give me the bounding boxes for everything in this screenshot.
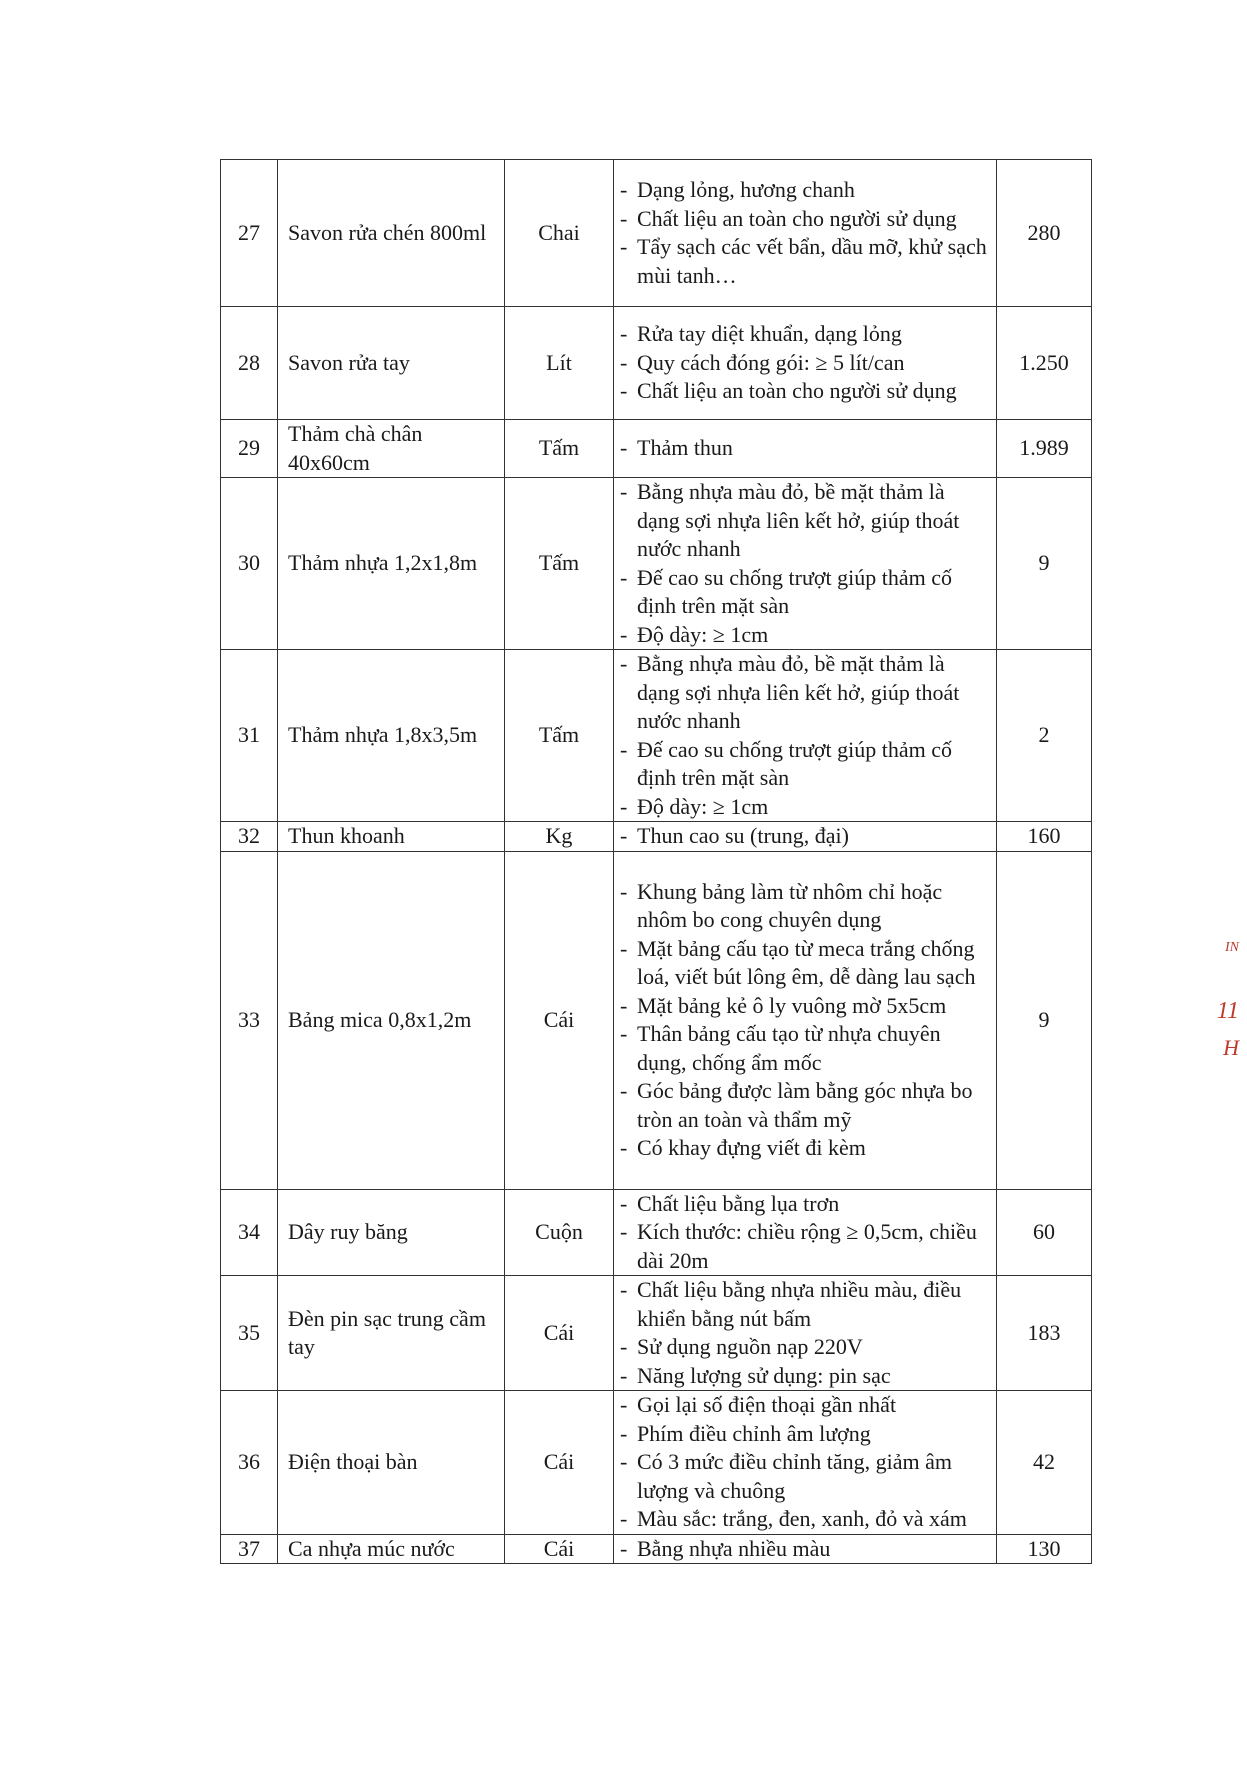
- item-description: [614, 478, 997, 650]
- item-quantity: 1.989: [997, 420, 1092, 478]
- description-item: - Đế cao su chống trượt giúp thảm cố định trên mặt sàn: [620, 736, 992, 793]
- description-item: - Quy cách đóng gói: ≥ 5 lít/can: [620, 349, 992, 378]
- item-name: Thảm nhựa 1,2x1,8m: [278, 478, 505, 650]
- row-number: 31: [221, 650, 278, 822]
- item-unit: Kg: [505, 822, 614, 852]
- description-item: - Độ dày: ≥ 1cm: [620, 793, 992, 822]
- item-name: Thảm chà chân 40x60cm: [278, 420, 505, 478]
- item-name: Dây ruy băng: [278, 1189, 505, 1276]
- item-description: [614, 307, 997, 420]
- item-description: [614, 822, 997, 852]
- row-number: 30: [221, 478, 278, 650]
- table-row: [221, 160, 1092, 307]
- item-unit: Tấm: [505, 478, 614, 650]
- table-body: [221, 160, 1092, 1564]
- row-number: 37: [221, 1534, 278, 1564]
- item-quantity: 9: [997, 851, 1092, 1189]
- description-item: - Gọi lại số điện thoại gần nhất: [620, 1391, 992, 1420]
- description-item: - Rửa tay diệt khuẩn, dạng lỏng: [620, 320, 992, 349]
- item-quantity: 183: [997, 1276, 1092, 1391]
- row-number: 29: [221, 420, 278, 478]
- item-description: [614, 1391, 997, 1535]
- description-item: - Góc bảng được làm bằng góc nhựa bo tròn an toàn và thẩm mỹ: [620, 1077, 992, 1134]
- description-list: [620, 478, 992, 649]
- description-item: - Dạng lỏng, hương chanh: [620, 176, 992, 205]
- row-number: 35: [221, 1276, 278, 1391]
- item-unit: Tấm: [505, 650, 614, 822]
- table-row: [221, 420, 1092, 478]
- description-item: - Tẩy sạch các vết bẩn, dầu mỡ, khử sạch mùi tanh…: [620, 233, 992, 290]
- description-item: - Có khay đựng viết đi kèm: [620, 1134, 992, 1163]
- item-description: [614, 1534, 997, 1564]
- description-item: - Mặt bảng cấu tạo từ meca trắng chống loá, viết bút lông êm, dễ dàng lau sạch: [620, 935, 992, 992]
- item-name: Ca nhựa múc nước: [278, 1534, 505, 1564]
- description-item: - Phím điều chỉnh âm lượng: [620, 1420, 992, 1449]
- table-row: [221, 1276, 1092, 1391]
- item-quantity: 2: [997, 650, 1092, 822]
- item-name: Bảng mica 0,8x1,2m: [278, 851, 505, 1189]
- item-quantity: 1.250: [997, 307, 1092, 420]
- description-item: - Bằng nhựa màu đỏ, bề mặt thảm là dạng sợi nhựa liên kết hở, giúp thoát nước nhanh: [620, 478, 992, 564]
- table-row: [221, 478, 1092, 650]
- item-name: Điện thoại bàn: [278, 1391, 505, 1535]
- table-row: [221, 822, 1092, 852]
- table-row: [221, 307, 1092, 420]
- description-list: [620, 1190, 992, 1276]
- description-item: - Có 3 mức điều chỉnh tăng, giảm âm lượng và chuông: [620, 1448, 992, 1505]
- description-item: - Chất liệu an toàn cho người sử dụng: [620, 377, 992, 406]
- item-description: [614, 650, 997, 822]
- description-item: - Khung bảng làm từ nhôm chỉ hoặc nhôm bo cong chuyên dụng: [620, 878, 992, 935]
- description-item: - Thân bảng cấu tạo từ nhựa chuyên dụng, chống ẩm mốc: [620, 1020, 992, 1077]
- row-number: 32: [221, 822, 278, 852]
- item-unit: Lít: [505, 307, 614, 420]
- item-quantity: 280: [997, 160, 1092, 307]
- description-list: [620, 1391, 992, 1534]
- row-number: 34: [221, 1189, 278, 1276]
- item-unit: Chai: [505, 160, 614, 307]
- row-number: 28: [221, 307, 278, 420]
- item-name: Thảm nhựa 1,8x3,5m: [278, 650, 505, 822]
- item-quantity: 130: [997, 1534, 1092, 1564]
- item-name: Thun khoanh: [278, 822, 505, 852]
- description-list: [620, 650, 992, 821]
- item-name: Đèn pin sạc trung cầm tay: [278, 1276, 505, 1391]
- description-item: - Mặt bảng kẻ ô ly vuông mờ 5x5cm: [620, 992, 992, 1021]
- margin-stamp-mark: 11: [1216, 998, 1239, 1024]
- description-list: [620, 1276, 992, 1390]
- description-item: - Bằng nhựa màu đỏ, bề mặt thảm là dạng sợi nhựa liên kết hở, giúp thoát nước nhanh: [620, 650, 992, 736]
- table-row: [221, 1189, 1092, 1276]
- description-item: - Thảm thun: [620, 434, 992, 463]
- item-name: Savon rửa tay: [278, 307, 505, 420]
- description-item: - Đế cao su chống trượt giúp thảm cố định trên mặt sàn: [620, 564, 992, 621]
- description-item: - Chất liệu bằng nhựa nhiều màu, điều khiển bằng nút bấm: [620, 1276, 992, 1333]
- item-description: [614, 1189, 997, 1276]
- description-item: - Chất liệu bằng lụa trơn: [620, 1190, 992, 1219]
- item-description: [614, 160, 997, 307]
- table-row: [221, 650, 1092, 822]
- description-item: - Năng lượng sử dụng: pin sạc: [620, 1362, 992, 1391]
- description-list: [620, 822, 992, 851]
- row-number: 33: [221, 851, 278, 1189]
- specification-table: [220, 159, 1092, 1564]
- item-quantity: 9: [997, 478, 1092, 650]
- item-description: [614, 420, 997, 478]
- item-quantity: 160: [997, 822, 1092, 852]
- table-row: [221, 1391, 1092, 1535]
- description-item: - Sử dụng nguồn nạp 220V: [620, 1333, 992, 1362]
- description-item: - Màu sắc: trắng, đen, xanh, đỏ và xám: [620, 1505, 992, 1534]
- description-list: [620, 434, 992, 463]
- description-item: - Bằng nhựa nhiều màu: [620, 1535, 992, 1564]
- description-item: - Thun cao su (trung, đại): [620, 822, 992, 851]
- item-description: [614, 851, 997, 1189]
- row-number: 36: [221, 1391, 278, 1535]
- row-number: 27: [221, 160, 278, 307]
- item-unit: Cái: [505, 851, 614, 1189]
- description-list: [620, 176, 992, 290]
- margin-stamp-mark: IN: [1225, 940, 1239, 955]
- description-list: [620, 320, 992, 406]
- item-quantity: 60: [997, 1189, 1092, 1276]
- item-unit: Cái: [505, 1391, 614, 1535]
- description-item: - Kích thước: chiều rộng ≥ 0,5cm, chiều dài 20m: [620, 1218, 992, 1275]
- table-row: [221, 851, 1092, 1189]
- item-description: [614, 1276, 997, 1391]
- item-unit: Tấm: [505, 420, 614, 478]
- description-list: [620, 1535, 992, 1564]
- item-unit: Cái: [505, 1534, 614, 1564]
- description-item: - Độ dày: ≥ 1cm: [620, 621, 992, 650]
- item-quantity: 42: [997, 1391, 1092, 1535]
- item-name: Savon rửa chén 800ml: [278, 160, 505, 307]
- table-row: [221, 1534, 1092, 1564]
- item-unit: Cái: [505, 1276, 614, 1391]
- description-list: [620, 878, 992, 1163]
- margin-stamp-mark: H: [1223, 1035, 1239, 1060]
- description-item: - Chất liệu an toàn cho người sử dụng: [620, 205, 992, 234]
- item-unit: Cuộn: [505, 1189, 614, 1276]
